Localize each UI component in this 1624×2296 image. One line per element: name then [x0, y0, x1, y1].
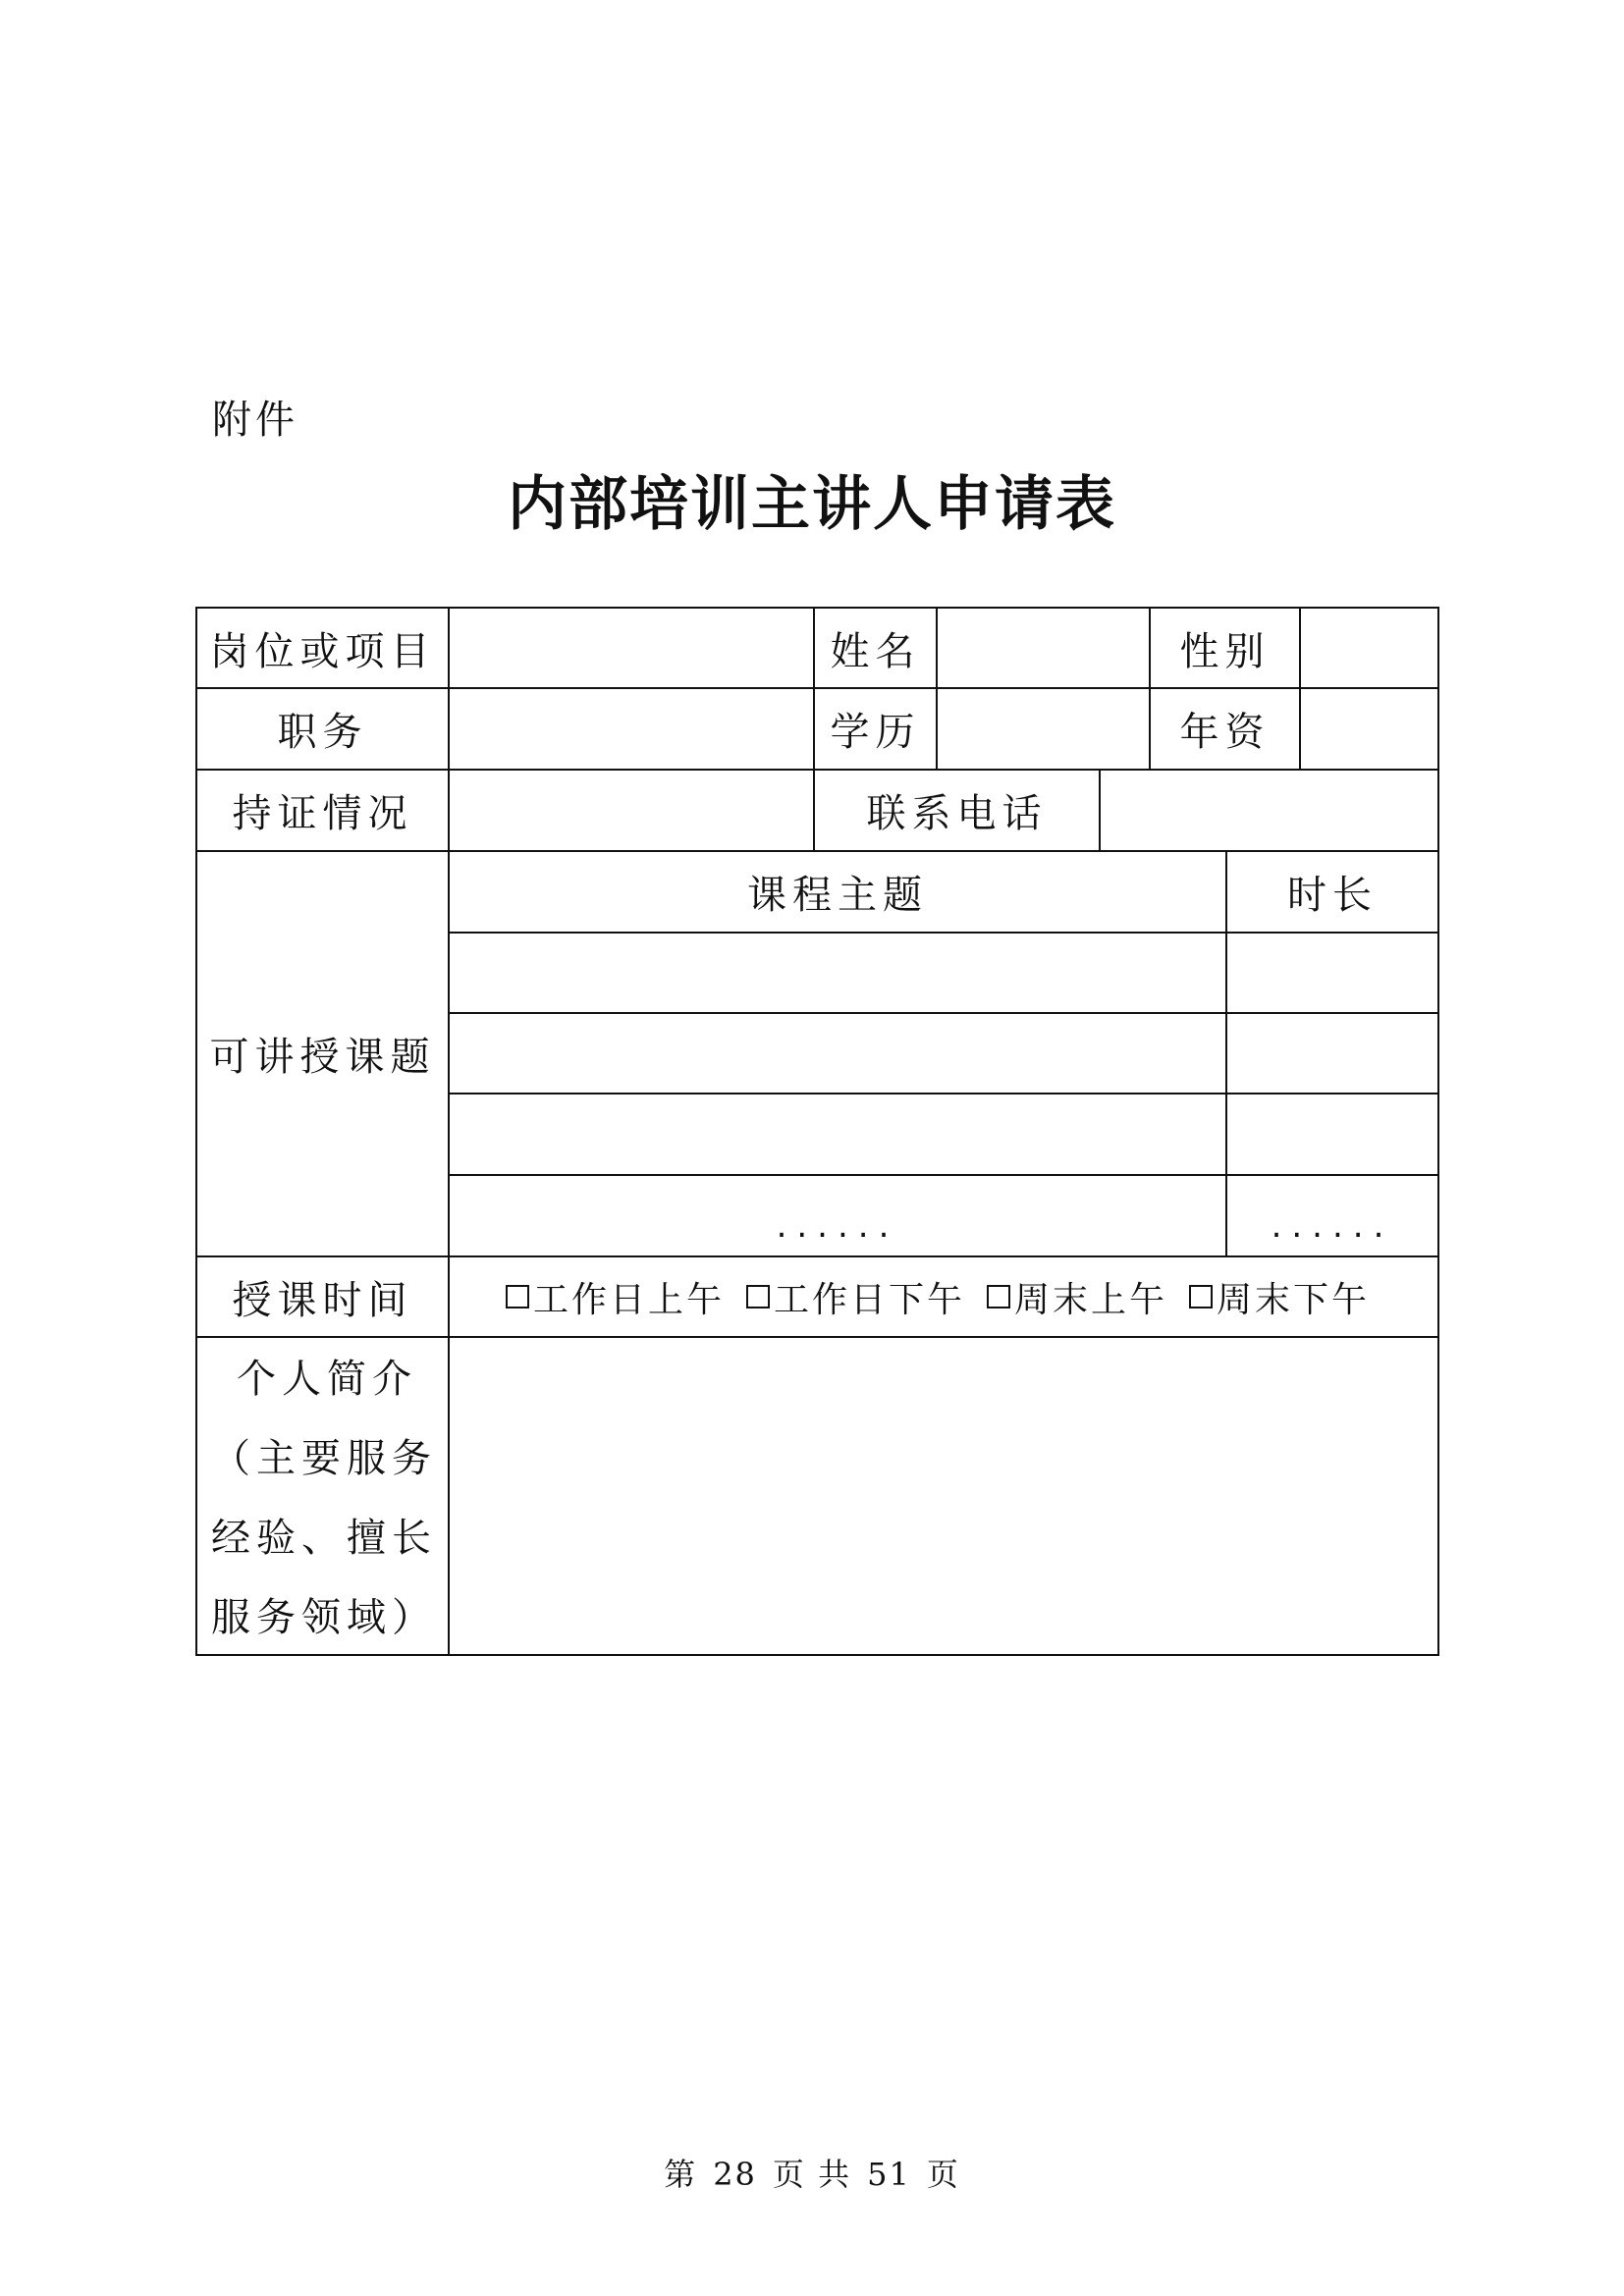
option-label: 周末上午 [1014, 1279, 1168, 1320]
label-job-title: 职务 [277, 710, 368, 755]
label-gender: 性别 [1179, 628, 1271, 674]
gender-field[interactable] [1301, 609, 1437, 687]
course-topic-ellipsis[interactable]: ...... [776, 1206, 899, 1246]
label-position-project: 岗位或项目 [209, 628, 436, 674]
checkbox[interactable] [746, 1285, 770, 1308]
page-footer [0, 2150, 1624, 2195]
application-form-table [195, 607, 1439, 1656]
education-field[interactable] [938, 689, 1149, 769]
duration-field[interactable] [1227, 1095, 1437, 1174]
course-topic-field[interactable] [450, 934, 1225, 1012]
label-personal-intro [197, 1338, 448, 1654]
table-border-right [1437, 607, 1439, 1656]
option-weekend-afternoon[interactable] [1189, 1272, 1370, 1322]
option-weekday-afternoon[interactable] [746, 1272, 965, 1322]
checkbox[interactable] [987, 1285, 1010, 1308]
label-phone: 联系电话 [866, 791, 1048, 836]
intro-label-line: 个人简介 [237, 1357, 417, 1402]
footer-suffix: 页 [926, 2156, 960, 2193]
label-name: 姓名 [830, 628, 921, 674]
course-topic-field[interactable] [450, 1095, 1225, 1174]
option-weekend-morning[interactable] [987, 1272, 1167, 1322]
position-project-field[interactable] [450, 609, 813, 687]
personal-intro-field[interactable] [450, 1338, 1437, 1654]
label-topics: 可讲授课题 [209, 1035, 436, 1080]
certification-field[interactable] [450, 771, 813, 850]
name-field[interactable] [938, 609, 1149, 687]
option-label: 工作日上午 [533, 1279, 726, 1320]
phone-field[interactable] [1101, 771, 1437, 850]
footer-middle: 页 共 [772, 2156, 852, 2193]
header-duration: 时长 [1287, 873, 1378, 918]
current-page-number: 28 [713, 2156, 757, 2193]
checkbox[interactable] [506, 1285, 529, 1308]
job-title-field[interactable] [450, 689, 813, 769]
total-page-number: 51 [867, 2156, 911, 2193]
option-weekday-morning[interactable] [506, 1272, 725, 1322]
option-label: 周末下午 [1217, 1279, 1371, 1320]
header-course-topic: 课程主题 [747, 873, 928, 918]
course-topic-field[interactable] [450, 1014, 1225, 1093]
label-teaching-time: 授课时间 [232, 1277, 413, 1323]
label-certification: 持证情况 [232, 791, 413, 836]
form-title: 内部培训主讲人申请表 [508, 470, 1116, 539]
attachment-label: 附件 [212, 398, 298, 443]
intro-label-line: 服务领域） [211, 1595, 437, 1640]
duration-ellipsis[interactable]: ...... [1271, 1206, 1394, 1246]
duration-field[interactable] [1227, 1014, 1437, 1093]
intro-label-line: 经验、擅长 [211, 1516, 437, 1561]
checkbox[interactable] [1189, 1285, 1213, 1308]
option-label: 工作日下午 [774, 1279, 966, 1320]
intro-label-line: （主要服务 [211, 1436, 437, 1481]
footer-prefix: 第 [664, 2156, 698, 2193]
duration-field[interactable] [1227, 934, 1437, 1012]
label-seniority: 年资 [1179, 710, 1271, 755]
label-education: 学历 [830, 710, 921, 755]
seniority-field[interactable] [1301, 689, 1437, 769]
teaching-time-options [450, 1257, 1437, 1336]
